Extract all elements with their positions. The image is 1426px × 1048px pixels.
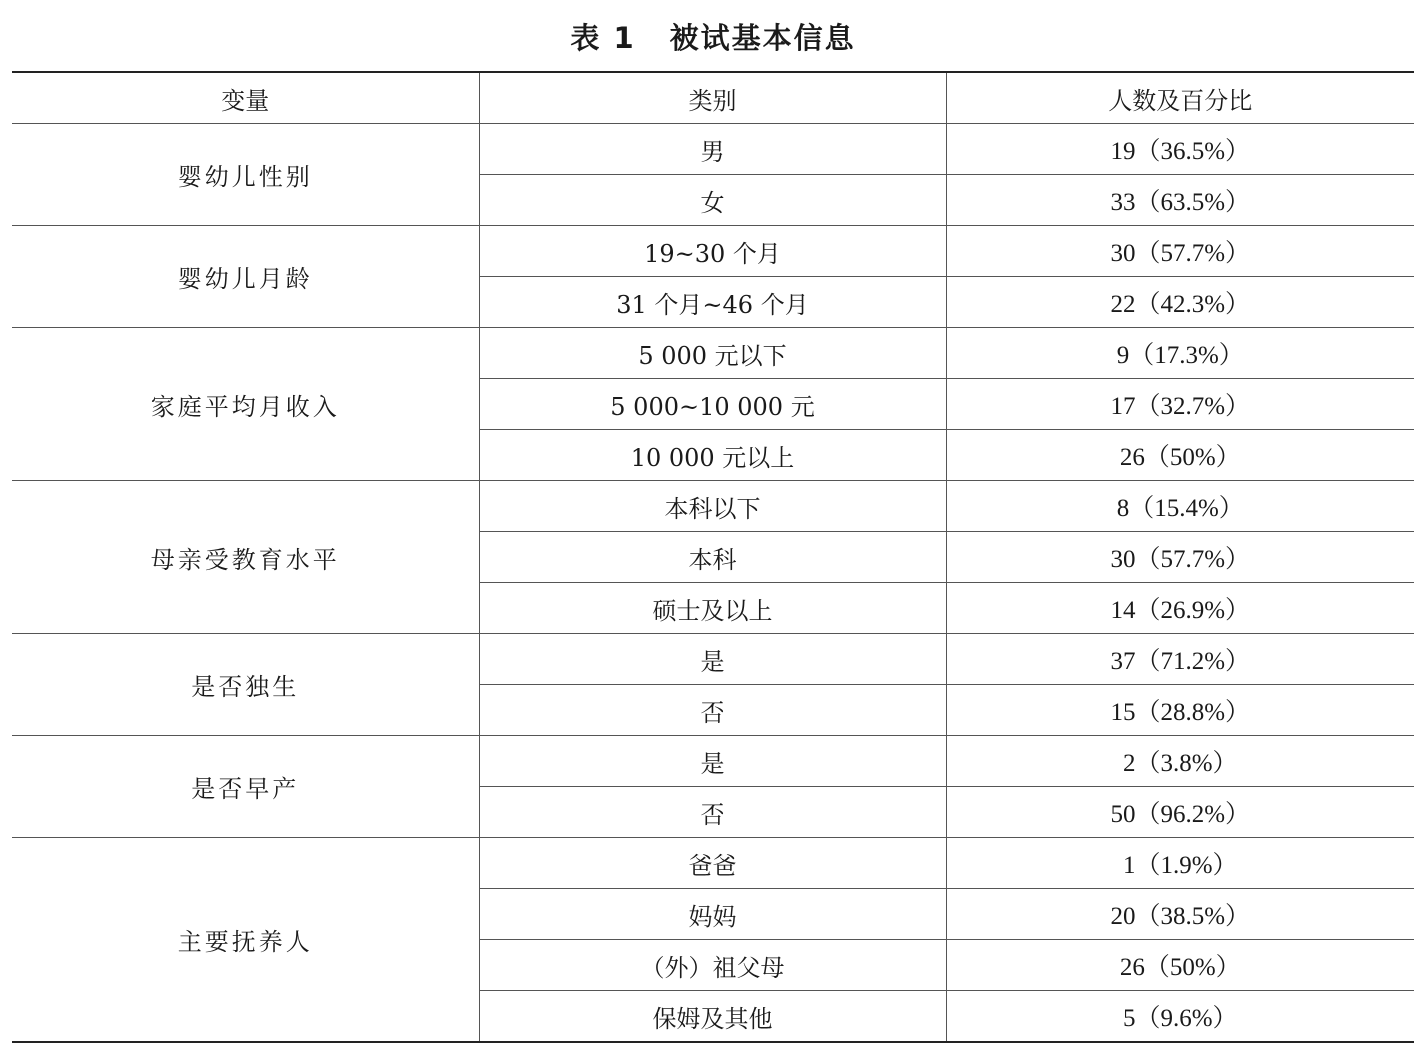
category-cell: 31 个月~46 个月	[479, 277, 946, 328]
table-title	[0, 16, 1426, 60]
table-row	[12, 328, 1414, 379]
count-percent-cell: 22（42.3%）	[946, 277, 1414, 328]
table-row	[12, 226, 1414, 277]
category-cell: 是	[479, 736, 946, 787]
variable-cell: 主要抚养人	[12, 838, 479, 1043]
count-percent-cell: 19（36.5%）	[946, 124, 1414, 175]
category-cell: 否	[479, 685, 946, 736]
table-number: 表 1	[570, 21, 636, 55]
category-cell: 妈妈	[479, 889, 946, 940]
variable-cell: 婴幼儿性别	[12, 124, 479, 226]
category-cell: 女	[479, 175, 946, 226]
category-cell: 硕士及以上	[479, 583, 946, 634]
count-percent-cell: 37（71.2%）	[946, 634, 1414, 685]
count-percent-cell: 8（15.4%）	[946, 481, 1414, 532]
header-row	[12, 72, 1414, 124]
count-percent-cell: 26（50%）	[946, 940, 1414, 991]
count-percent-cell: 33（63.5%）	[946, 175, 1414, 226]
category-cell: 否	[479, 787, 946, 838]
category-cell: 19~30 个月	[479, 226, 946, 277]
category-cell: 保姆及其他	[479, 991, 946, 1043]
variable-cell: 是否独生	[12, 634, 479, 736]
subject-info-table	[12, 71, 1414, 1043]
category-cell: 是	[479, 634, 946, 685]
table-row	[12, 124, 1414, 175]
table-row	[12, 736, 1414, 787]
count-percent-cell: 30（57.7%）	[946, 532, 1414, 583]
count-percent-cell: 2（3.8%）	[946, 736, 1414, 787]
category-cell: 5 000~10 000 元	[479, 379, 946, 430]
count-percent-cell: 5（9.6%）	[946, 991, 1414, 1043]
category-cell: 本科以下	[479, 481, 946, 532]
count-percent-cell: 1（1.9%）	[946, 838, 1414, 889]
header-category: 类别	[479, 72, 946, 124]
category-cell: 男	[479, 124, 946, 175]
table-caption: 被试基本信息	[669, 21, 856, 55]
variable-cell: 是否早产	[12, 736, 479, 838]
variable-cell: 母亲受教育水平	[12, 481, 479, 634]
count-percent-cell: 9（17.3%）	[946, 328, 1414, 379]
category-cell: （外）祖父母	[479, 940, 946, 991]
table-row	[12, 634, 1414, 685]
table-row	[12, 838, 1414, 889]
header-variable: 变量	[12, 72, 479, 124]
category-cell: 5 000 元以下	[479, 328, 946, 379]
table-row	[12, 481, 1414, 532]
count-percent-cell: 17（32.7%）	[946, 379, 1414, 430]
count-percent-cell: 50（96.2%）	[946, 787, 1414, 838]
table-body	[12, 124, 1414, 1043]
count-percent-cell: 20（38.5%）	[946, 889, 1414, 940]
variable-cell: 婴幼儿月龄	[12, 226, 479, 328]
category-cell: 爸爸	[479, 838, 946, 889]
header-count-percent: 人数及百分比	[946, 72, 1414, 124]
variable-cell: 家庭平均月收入	[12, 328, 479, 481]
count-percent-cell: 26（50%）	[946, 430, 1414, 481]
count-percent-cell: 30（57.7%）	[946, 226, 1414, 277]
count-percent-cell: 14（26.9%）	[946, 583, 1414, 634]
category-cell: 10 000 元以上	[479, 430, 946, 481]
category-cell: 本科	[479, 532, 946, 583]
count-percent-cell: 15（28.8%）	[946, 685, 1414, 736]
